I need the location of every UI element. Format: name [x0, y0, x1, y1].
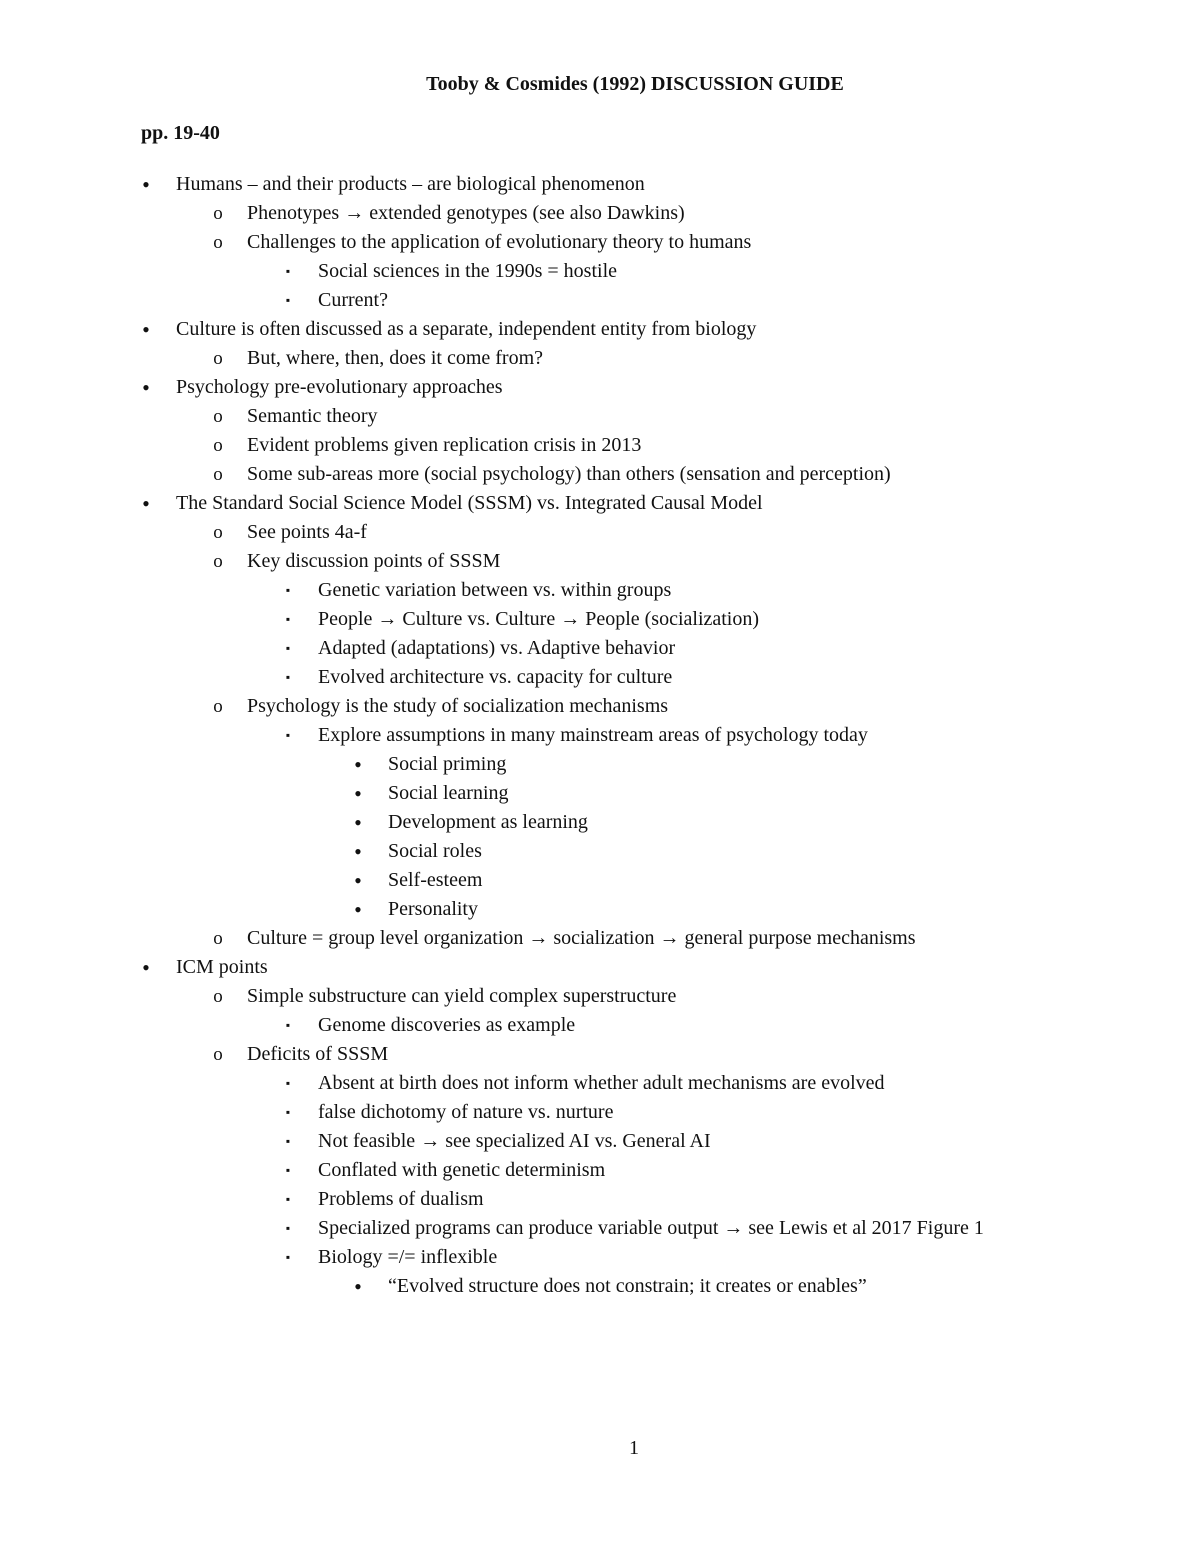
outline-item-level-1: [0, 373, 1200, 402]
outline-item-text: “Evolved structure does not constrain; it creates or enables”: [388, 1275, 867, 1297]
outline-item-text: Simple substructure can yield complex superstructure: [247, 985, 677, 1007]
outline-item-level-3: [0, 1156, 1200, 1185]
bullet-marker: ▪: [285, 583, 291, 597]
bullet-marker: o: [213, 522, 223, 543]
bullet-marker: o: [213, 464, 223, 485]
outline-item-text: Adapted (adaptations) vs. Adaptive behavior: [318, 637, 676, 659]
outline-item-text: Social learning: [388, 782, 509, 804]
outline-item-text: Phenotypes → extended genotypes (see also Dawkins): [247, 202, 685, 224]
bullet-marker: o: [213, 203, 223, 224]
bullet-marker: ▪: [285, 641, 291, 655]
page-range-heading: pp. 19-40: [141, 122, 220, 144]
outline-item-level-2: [0, 982, 1200, 1011]
outline-item-text: The Standard Social Science Model (SSSM) vs. Integrated Causal Model: [176, 492, 763, 514]
outline-item-level-1: [0, 170, 1200, 199]
outline-item-text: false dichotomy of nature vs. nurture: [318, 1101, 614, 1123]
outline-item-level-1: [0, 489, 1200, 518]
outline-item-text: Culture is often discussed as a separate, independent entity from biology: [176, 318, 757, 340]
outline-item-level-3: [0, 1214, 1200, 1243]
bullet-marker: o: [213, 928, 223, 949]
bullet-marker: o: [213, 1044, 223, 1065]
outline-item-level-4: [0, 895, 1200, 924]
outline-item-text: Problems of dualism: [318, 1188, 484, 1210]
outline-item-text: Deficits of SSSM: [247, 1043, 389, 1065]
outline-item-level-4: [0, 866, 1200, 895]
outline-item-text: ICM points: [176, 956, 268, 978]
outline-item-level-3: [0, 634, 1200, 663]
bullet-marker: o: [213, 348, 223, 369]
bullet-marker: o: [213, 696, 223, 717]
outline-item-text: Biology =/= inflexible: [318, 1246, 498, 1268]
outline-item-text: Psychology pre-evolutionary approaches: [176, 376, 503, 398]
outline-item-text: Evolved architecture vs. capacity for culture: [318, 666, 673, 688]
bullet-marker: •: [142, 955, 150, 980]
outline-item-level-4: [0, 837, 1200, 866]
outline-item-level-3: [0, 1069, 1200, 1098]
outline-item-text: Self-esteem: [388, 869, 483, 891]
outline-item-text: Evident problems given replication crisis in 2013: [247, 434, 642, 456]
outline-item-level-3: [0, 605, 1200, 634]
outline-item-level-1: [0, 315, 1200, 344]
outline-item-text: Genome discoveries as example: [318, 1014, 576, 1036]
outline-item-level-3: [0, 1127, 1200, 1156]
bullet-marker: •: [354, 897, 362, 922]
bullet-marker: ▪: [285, 670, 291, 684]
outline-item-text: Challenges to the application of evolutionary theory to humans: [247, 231, 752, 253]
outline-item-text: Current?: [318, 289, 388, 311]
bullet-marker: o: [213, 435, 223, 456]
bullet-marker: •: [142, 317, 150, 342]
bullet-marker: •: [142, 172, 150, 197]
outline-item-text: Social sciences in the 1990s = hostile: [318, 260, 618, 282]
outline-list: [0, 170, 1200, 1301]
bullet-marker: o: [213, 551, 223, 572]
bullet-marker: o: [213, 406, 223, 427]
outline-item-text: Social roles: [388, 840, 482, 862]
bullet-marker: •: [142, 375, 150, 400]
outline-item-level-4: [0, 750, 1200, 779]
bullet-marker: •: [354, 868, 362, 893]
outline-item-text: Genetic variation between vs. within groups: [318, 579, 672, 601]
outline-item-level-2: [0, 460, 1200, 489]
outline-item-level-3: [0, 576, 1200, 605]
bullet-marker: •: [354, 1274, 362, 1299]
outline-item-level-3: [0, 663, 1200, 692]
outline-item-level-4: [0, 808, 1200, 837]
bullet-marker: ▪: [285, 1105, 291, 1119]
bullet-marker: ▪: [285, 293, 291, 307]
outline-item-text: Explore assumptions in many mainstream areas of psychology today: [318, 724, 868, 746]
bullet-marker: ▪: [285, 612, 291, 626]
outline-item-level-2: [0, 924, 1200, 953]
outline-item-text: Some sub-areas more (social psychology) than others (sensation and perception): [247, 463, 891, 485]
outline-item-text: See points 4a-f: [247, 521, 367, 543]
bullet-marker: ▪: [285, 1250, 291, 1264]
bullet-marker: o: [213, 986, 223, 1007]
outline-item-level-3: [0, 1098, 1200, 1127]
document-title: Tooby & Cosmides (1992) DISCUSSION GUIDE: [426, 73, 844, 95]
outline-item-text: Specialized programs can produce variable output → see Lewis et al 2017 Figure 1: [318, 1217, 984, 1239]
bullet-marker: •: [354, 839, 362, 864]
outline-item-level-2: [0, 199, 1200, 228]
outline-item-text: Personality: [388, 898, 478, 920]
outline-item-level-1: [0, 953, 1200, 982]
page-number: 1: [629, 1437, 639, 1459]
bullet-marker: ▪: [285, 1134, 291, 1148]
outline-item-level-3: [0, 1243, 1200, 1272]
bullet-marker: •: [142, 491, 150, 516]
outline-item-level-3: [0, 1185, 1200, 1214]
bullet-marker: •: [354, 752, 362, 777]
bullet-marker: ▪: [285, 1192, 291, 1206]
outline-item-text: Development as learning: [388, 811, 588, 833]
bullet-marker: ▪: [285, 1221, 291, 1235]
outline-item-level-2: [0, 547, 1200, 576]
outline-item-text: Not feasible → see specialized AI vs. General AI: [318, 1130, 711, 1152]
outline-item-text: Culture = group level organization → socialization → general purpose mechanisms: [247, 927, 916, 949]
outline-item-level-3: [0, 1011, 1200, 1040]
bullet-marker: ▪: [285, 1018, 291, 1032]
outline-item-text: Semantic theory: [247, 405, 378, 427]
outline-item-text: But, where, then, does it come from?: [247, 347, 544, 369]
outline-item-level-2: [0, 228, 1200, 257]
outline-item-text: Key discussion points of SSSM: [247, 550, 501, 572]
outline-item-text: Social priming: [388, 753, 507, 775]
outline-item-level-2: [0, 1040, 1200, 1069]
bullet-marker: ▪: [285, 264, 291, 278]
outline-item-text: Absent at birth does not inform whether adult mechanisms are evolved: [318, 1072, 885, 1094]
bullet-marker: ▪: [285, 1163, 291, 1177]
outline-item-level-2: [0, 518, 1200, 547]
outline-item-level-2: [0, 402, 1200, 431]
outline-item-text: Conflated with genetic determinism: [318, 1159, 606, 1181]
bullet-marker: •: [354, 781, 362, 806]
bullet-marker: o: [213, 232, 223, 253]
outline-item-level-2: [0, 344, 1200, 373]
bullet-marker: ▪: [285, 1076, 291, 1090]
outline-item-level-2: [0, 692, 1200, 721]
bullet-marker: ▪: [285, 728, 291, 742]
outline-item-text: Humans – and their products – are biological phenomenon: [176, 173, 645, 195]
outline-item-text: Psychology is the study of socialization mechanisms: [247, 695, 669, 717]
outline-item-level-4: [0, 779, 1200, 808]
outline-item-level-3: [0, 721, 1200, 750]
outline-item-level-4: [0, 1272, 1200, 1301]
outline-item-text: People → Culture vs. Culture → People (socialization): [318, 608, 760, 630]
outline-item-level-2: [0, 431, 1200, 460]
outline-item-level-3: [0, 286, 1200, 315]
bullet-marker: •: [354, 810, 362, 835]
outline-item-level-3: [0, 257, 1200, 286]
